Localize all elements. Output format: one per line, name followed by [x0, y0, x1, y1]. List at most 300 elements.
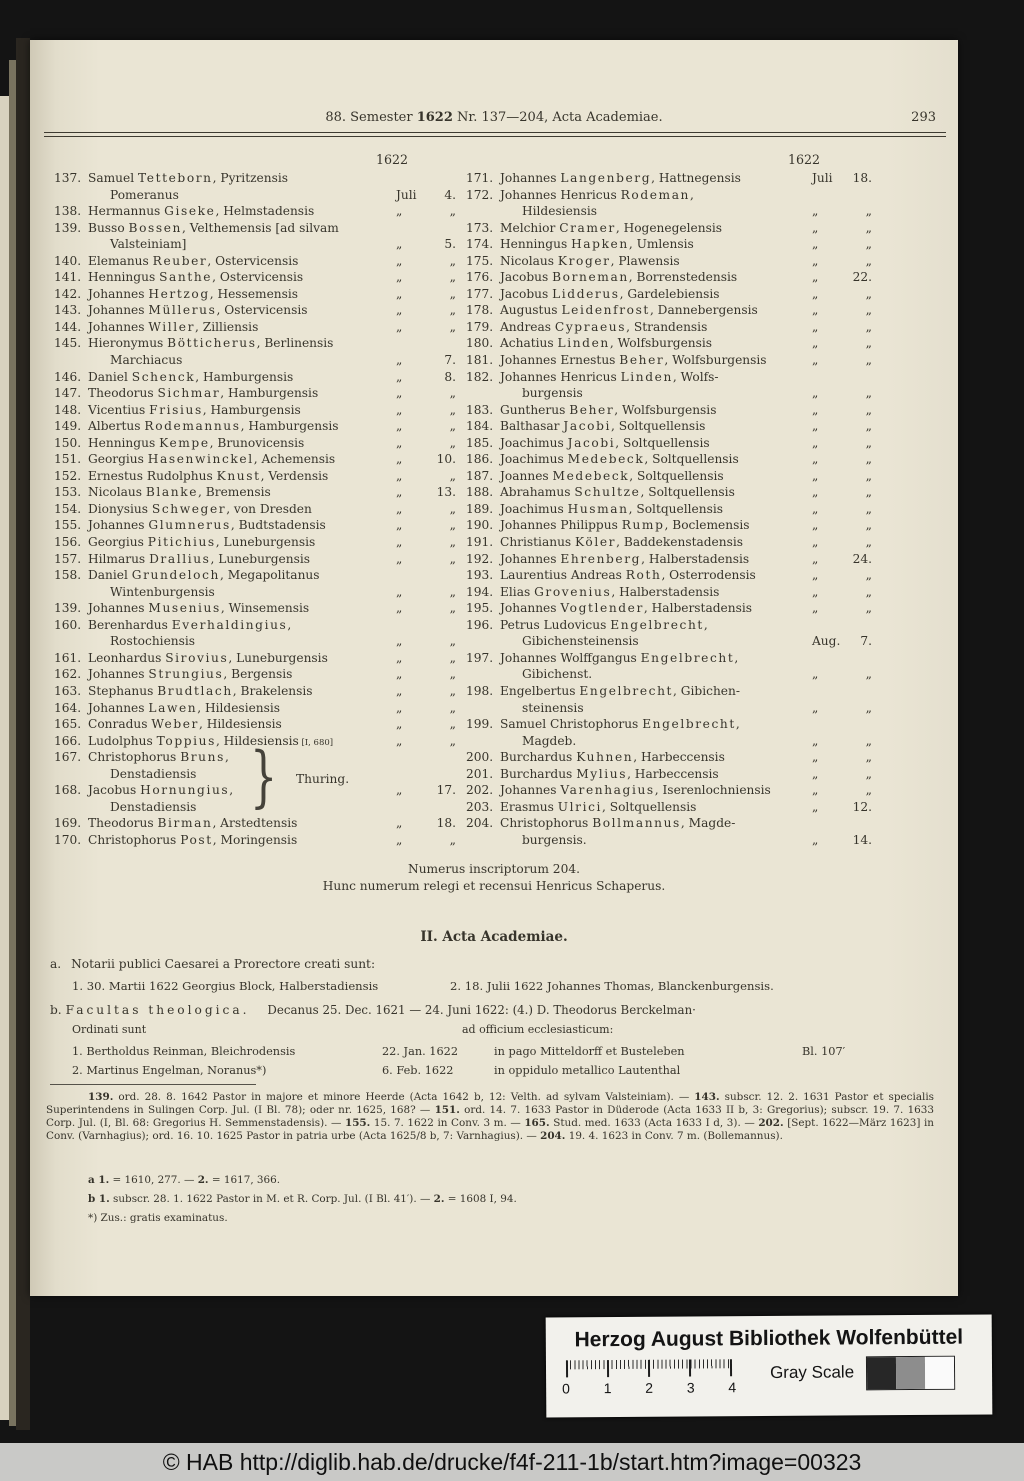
register-row — [466, 187, 872, 204]
entry-number: 178. — [466, 303, 494, 318]
entry-date-day: „ — [865, 518, 872, 533]
section-heading: II. Acta Academiae. — [420, 929, 568, 945]
entry-number: 174. — [466, 237, 494, 252]
entry-date-day: „ — [865, 601, 872, 616]
entry-date-day: „ — [865, 700, 872, 715]
entry-date-day: „ — [865, 568, 872, 583]
entry-date-month: „ — [396, 353, 403, 368]
footnote-segment: 165. — [524, 1117, 550, 1130]
entry-number: 157. — [54, 551, 82, 566]
entry-date-day: „ — [449, 700, 456, 715]
entry-number: 204. — [466, 816, 494, 831]
entry-surname: Kempe — [159, 435, 210, 450]
register-row — [54, 501, 456, 518]
entry-number: 175. — [466, 253, 494, 268]
entry-number — [466, 700, 500, 717]
entry-date-month — [396, 335, 430, 352]
entry-text: Denstadiensis — [110, 799, 197, 814]
entry-date-month — [396, 749, 430, 766]
register-row — [54, 617, 456, 634]
entry-text: Henningus Hapken, Umlensis — [500, 237, 694, 252]
entry-number: 185. — [466, 435, 494, 450]
entry-number: 191. — [466, 535, 494, 550]
entry-surname: Ulrici — [557, 799, 602, 814]
folio-reference: Bl. 107′ — [802, 1045, 846, 1058]
register-row — [466, 451, 872, 468]
entry-date-month — [812, 683, 846, 700]
entry-number: 141. — [54, 270, 82, 285]
entry-text: Christophorus Bollmannus, Magde- — [500, 816, 736, 831]
entry-number: 181. — [466, 353, 494, 368]
register-row — [54, 551, 456, 568]
entry-date-day — [430, 567, 456, 584]
register-row — [466, 170, 872, 187]
section-a-intro: Notarii publici Caesarei a Prorectore creati sunt: — [71, 957, 376, 971]
decanus-note: Decanus 25. Dec. 1621 — 24. Juni 1622: (4.) D. Theodorus Berckelman· — [267, 1003, 696, 1017]
entry-number: 164. — [54, 700, 82, 715]
entry-date-month: „ — [812, 319, 819, 334]
entry-text: Magdeb. — [522, 733, 577, 748]
entry-date-day: „ — [449, 584, 456, 599]
entry-date-day — [846, 683, 872, 700]
ordinand-name: 2. Martinus Engelman, Noranus*) — [72, 1063, 267, 1077]
entry-text: Achatius Linden, Wolfsburgensis — [500, 336, 713, 351]
ordinati-label: Ordinati sunt — [72, 1023, 147, 1036]
entry-number — [466, 633, 500, 650]
brace-glyph: } — [250, 738, 278, 815]
entry-date-month: „ — [812, 402, 819, 417]
ordination-row — [50, 1043, 938, 1062]
ordination-row — [50, 1062, 938, 1081]
entry-date-month: „ — [812, 452, 819, 467]
register-row — [466, 385, 872, 402]
register-row — [54, 187, 456, 204]
entry-number: 183. — [466, 402, 494, 417]
entry-text: Joachimus Medebeck, Soltquellensis — [500, 452, 739, 467]
register-row — [466, 269, 872, 286]
section-b — [50, 1003, 938, 1017]
register-row — [466, 815, 872, 832]
entry-date-day — [846, 815, 872, 832]
stamp-scale-row — [562, 1356, 978, 1411]
register-row — [466, 799, 872, 816]
footnote-segment: subscr. 28. 1. 1622 Pastor in M. et R. Corp. Jul. (I Bl. 41′). — — [109, 1193, 434, 1205]
entry-date-day: „ — [449, 435, 456, 450]
entry-text: Joachimus Husman, Soltquellensis — [500, 501, 723, 516]
entry-text: Wintenburgensis — [110, 584, 215, 599]
entry-date-day: „ — [449, 832, 456, 847]
cm-ruler — [562, 1359, 756, 1404]
entry-text: Ludolphus Toppius, Hildesiensis [I, 680] — [88, 733, 334, 748]
entry-text: Theodorus Sichmar, Hamburgensis — [88, 386, 319, 401]
entry-text: Leonhardus Sirovius, Luneburgensis — [88, 650, 328, 665]
entry-note: [I, 680] — [298, 737, 334, 748]
entry-date-month: „ — [396, 402, 403, 417]
register-row — [466, 220, 872, 237]
digitization-footer — [0, 1443, 1024, 1481]
register-row — [466, 733, 872, 750]
entry-date-month: Juli — [396, 187, 417, 202]
register-row — [54, 600, 456, 617]
footnote-segment: 143. — [694, 1091, 720, 1103]
entry-surname: Birman — [157, 816, 213, 831]
footnote-segment: ord. 28. 8. 1642 Pastor in majore et minore Heerde (Acta 1642 b, 12: Velth. ad sylvam Valsteiniam). — — [113, 1091, 695, 1103]
register-row — [466, 716, 872, 733]
entry-date-month — [812, 617, 846, 634]
entry-date-day: „ — [865, 386, 872, 401]
entry-date-day: „ — [865, 220, 872, 235]
entry-date-month: „ — [396, 419, 403, 434]
entry-surname: Leidenfrost — [561, 303, 650, 318]
entry-text: Johannes Strungius, Bergensis — [88, 667, 293, 682]
register-row — [54, 567, 456, 584]
entry-text: Samuel Christophorus Engelbrecht, — [500, 717, 740, 732]
entry-number: 165. — [54, 717, 82, 732]
entry-date-month — [396, 567, 430, 584]
entry-date-day — [430, 749, 456, 766]
entry-date-day — [846, 187, 872, 204]
register-row — [54, 815, 456, 832]
ruler-major-tick — [730, 1359, 732, 1376]
entry-date-day: „ — [449, 717, 456, 732]
entry-surname: Schenck — [131, 369, 196, 384]
entry-date-month — [396, 170, 430, 187]
entry-number: 186. — [466, 452, 494, 467]
entry-surname: Hasenwinckel — [147, 452, 254, 467]
register-row — [54, 286, 456, 303]
entry-number: 180. — [466, 336, 494, 351]
register-row — [466, 584, 872, 601]
entry-number: 146. — [54, 369, 82, 384]
entry-date-month: „ — [812, 386, 819, 401]
entry-surname: Müllerus — [148, 303, 217, 318]
entry-number: 142. — [54, 286, 82, 301]
entry-text: Hermannus Giseke, Helmstadensis — [88, 204, 315, 219]
entry-date-month: „ — [812, 733, 819, 748]
entry-number: 192. — [466, 551, 494, 566]
entry-date-day: „ — [865, 237, 872, 252]
register-row — [54, 302, 456, 319]
entry-number: 140. — [54, 253, 82, 268]
entry-date-day: „ — [449, 551, 456, 566]
register-row — [54, 534, 456, 551]
entry-surname: Reuber — [152, 253, 208, 268]
entry-number: 199. — [466, 717, 494, 732]
entry-surname: Everhaldingius — [171, 617, 288, 632]
entry-date-month: „ — [812, 584, 819, 599]
entry-date-day: 8. — [444, 369, 456, 384]
register-row — [466, 700, 872, 717]
entry-date-month: „ — [396, 700, 403, 715]
register-left-column — [54, 170, 456, 848]
register-row — [466, 501, 872, 518]
entry-date-month: „ — [812, 353, 819, 368]
summary-line-2: Hunc numerum relegi et recensui Henricus Schaperus. — [322, 879, 666, 893]
entry-number: 155. — [54, 518, 82, 533]
entry-number: 149. — [54, 419, 82, 434]
notary-item-1: 1. 30. Martii 1622 Georgius Block, Halberstadiensis — [72, 979, 379, 993]
entry-text: Gibichensteinensis — [522, 634, 639, 649]
entry-surname: Mylius — [576, 766, 628, 781]
register-row — [466, 402, 872, 419]
entry-date-day: 12. — [852, 799, 872, 814]
entry-number: 153. — [54, 485, 82, 500]
entry-date-month — [396, 766, 430, 783]
entry-date-month: „ — [396, 667, 403, 682]
entry-number: 158. — [54, 568, 82, 583]
entry-date-month: „ — [812, 237, 819, 252]
register-row — [54, 402, 456, 419]
book-page-edge — [0, 96, 9, 1420]
footnote-segment: = 1608 I, 94. — [444, 1193, 517, 1205]
ordinand-name: 1. Bertholdus Reinman, Bleichrodensis — [72, 1045, 296, 1058]
entry-number: 202. — [466, 783, 494, 798]
entry-surname: Giseke — [164, 204, 216, 219]
entry-surname: Jacobi — [563, 419, 611, 434]
footnote-segment: b 1. — [88, 1193, 110, 1205]
scanned-page — [30, 40, 958, 1296]
entry-number: 197. — [466, 650, 494, 665]
entry-surname: Medebeck — [567, 452, 645, 467]
entry-date-month: „ — [396, 286, 403, 301]
entry-date-day — [846, 369, 872, 386]
entry-text: Elemanus Reuber, Ostervicensis — [88, 253, 299, 268]
entry-date-day: „ — [865, 485, 872, 500]
entry-date-day: „ — [865, 750, 872, 765]
entry-number: 194. — [466, 584, 494, 599]
book-binding-shadow — [9, 60, 16, 1426]
entry-surname: Engelbrecht — [579, 683, 674, 698]
footnote-rule — [50, 1084, 256, 1085]
entry-date-day: „ — [449, 303, 456, 318]
register-row — [54, 700, 456, 717]
entry-number: 150. — [54, 435, 82, 450]
entry-number — [466, 666, 500, 683]
entry-text: Gibichenst. — [522, 667, 593, 682]
register-row — [466, 567, 872, 584]
register-row — [466, 418, 872, 435]
register-row — [54, 236, 456, 253]
entry-date-day: „ — [449, 319, 456, 334]
entry-number: 152. — [54, 468, 82, 483]
register-row — [54, 269, 456, 286]
entry-text: Jacobus Lidderus, Gardelebiensis — [500, 286, 720, 301]
entry-text: Abrahamus Schultze, Soltquellensis — [500, 485, 735, 500]
entry-number: 137. — [54, 171, 82, 185]
entry-date-day: 10. — [436, 452, 456, 467]
entry-date-day: „ — [449, 601, 456, 616]
entry-number: 184. — [466, 419, 494, 434]
entry-text: Vicentius Frisius, Hamburgensis — [88, 402, 301, 417]
footnote-star: *) Zus.: gratis examinatus. — [88, 1212, 228, 1224]
entry-surname: Köler — [575, 535, 617, 550]
entry-surname: Langenberg — [560, 171, 652, 185]
register-row — [466, 517, 872, 534]
ruler-numbers — [562, 1379, 736, 1396]
entry-text: Johannes Lawen, Hildesiensis — [88, 700, 281, 715]
entry-text: Hieronymus Bötticherus, Berlinensis — [88, 336, 334, 351]
entry-text: Joachimus Jacobi, Soltquellensis — [500, 435, 710, 450]
ruler-number: 4 — [728, 1379, 737, 1396]
entry-number: 193. — [466, 568, 494, 583]
entry-date-month: „ — [812, 468, 819, 483]
footnote-segment: 19. 4. 1623 in Conv. 7 m. (Bollemannus). — [565, 1130, 783, 1143]
entry-date-month — [812, 650, 846, 667]
entry-text: Johannes Wolffgangus Engelbrecht, — [500, 650, 739, 665]
register-row — [466, 335, 872, 352]
entry-date-day: „ — [449, 667, 456, 682]
entry-date-day: „ — [865, 783, 872, 798]
entry-text: Johannes Henricus Linden, Wolfs- — [500, 369, 719, 384]
register-row — [466, 551, 872, 568]
register-row — [466, 352, 872, 369]
entry-date-month — [812, 815, 846, 832]
register-right-column — [466, 170, 872, 848]
faculty-title: Facultas theologica. — [65, 1003, 250, 1017]
register-row — [54, 666, 456, 683]
entry-surname: Tetteborn — [138, 171, 213, 185]
entry-text: Hildesiensis — [522, 204, 598, 219]
entry-number — [54, 236, 88, 253]
entry-number: 190. — [466, 518, 494, 533]
entry-number: 195. — [466, 601, 494, 616]
entry-date-month: „ — [812, 336, 819, 351]
footnote-segment: subscr. 12. 2. 1631 Pastor et specialis Superintendens in Sulingen Corp. Jul. (I Bl. 78); oder nr. 1625, 168? — — [46, 1091, 934, 1117]
register-row — [466, 319, 872, 336]
entry-date-day — [846, 617, 872, 634]
footnote-segment: 204. — [540, 1130, 566, 1143]
entry-surname: Roth — [625, 568, 662, 583]
entry-date-month: „ — [812, 799, 819, 814]
entry-number: 189. — [466, 501, 494, 516]
entry-date-month: „ — [812, 667, 819, 682]
entry-date-month: Aug. — [812, 634, 841, 649]
entry-text: Burchardus Mylius, Harbeccensis — [500, 766, 719, 781]
entry-number: 163. — [54, 683, 82, 698]
swatch-dark — [867, 1357, 896, 1389]
entry-date-month: „ — [812, 286, 819, 301]
entry-date-day: „ — [449, 253, 456, 268]
register-row — [54, 220, 456, 237]
entry-text: Johannes Willer, Zilliensis — [88, 319, 259, 334]
entry-number: 160. — [54, 617, 82, 632]
entry-date-month: „ — [812, 435, 819, 450]
entry-surname: Weber — [151, 717, 199, 732]
entry-surname: Bollmannus — [592, 816, 681, 831]
entry-text: Dionysius Schweger, von Dresden — [88, 501, 312, 516]
footnote-segment: 15. 7. 1622 in Conv. 3 m. — — [370, 1117, 525, 1130]
entry-date-month: „ — [396, 518, 403, 533]
ruler-number: 1 — [603, 1380, 612, 1397]
register-row — [466, 766, 872, 783]
entry-date-day: „ — [865, 501, 872, 516]
header-text: 88. Semester — [325, 110, 417, 125]
register-row — [466, 683, 872, 700]
entry-number: 144. — [54, 319, 82, 334]
entry-surname: Sirovius — [165, 650, 229, 665]
header-double-rule — [44, 132, 946, 137]
register-row — [54, 517, 456, 534]
register-row — [54, 683, 456, 700]
entry-date-month: „ — [812, 501, 819, 516]
entry-surname: Schultze — [574, 485, 641, 500]
entry-number: 151. — [54, 452, 82, 467]
entry-date-day — [430, 220, 456, 237]
entry-text: burgensis. — [522, 832, 587, 847]
register-summary — [30, 861, 958, 895]
entry-surname: Borneman — [552, 270, 629, 285]
register-row — [54, 832, 456, 849]
entry-number — [54, 799, 88, 816]
entry-surname: Blanke — [145, 485, 199, 500]
entry-number: 203. — [466, 799, 494, 814]
entry-text: Marchiacus — [110, 353, 183, 368]
footnote-a — [88, 1174, 280, 1186]
entry-date-day — [430, 617, 456, 634]
entry-date-month: „ — [812, 220, 819, 235]
brace-label: Thuring. — [296, 772, 350, 786]
summary-line-1: Numerus inscriptorum 204. — [408, 862, 580, 876]
entry-date-day: „ — [865, 766, 872, 781]
entry-date-month: „ — [396, 501, 403, 516]
entry-number — [54, 633, 88, 650]
register-row — [466, 534, 872, 551]
ordination-date: 22. Jan. 1622 — [382, 1045, 459, 1058]
entry-text: Christianus Köler, Baddekenstadensis — [500, 535, 744, 550]
entry-text: Christophorus Post, Moringensis — [88, 832, 298, 847]
entry-date-month: „ — [396, 303, 403, 318]
entry-text: Georgius Hasenwinckel, Achemensis — [88, 452, 336, 467]
entry-text: Johannes Philippus Rump, Boclemensis — [500, 518, 750, 533]
entry-number — [54, 352, 88, 369]
footnote-b — [88, 1193, 517, 1205]
ruler-number: 2 — [645, 1379, 654, 1396]
entry-text: Andreas Cypraeus, Strandensis — [500, 319, 708, 334]
entry-text: Melchior Cramer, Hogenegelensis — [500, 220, 722, 235]
footnote-paragraph — [46, 1091, 934, 1143]
entry-date-month — [812, 369, 846, 386]
entry-text: Nicolaus Blanke, Bremensis — [88, 485, 271, 500]
entry-date-month: „ — [396, 435, 403, 450]
ordination-place: in pago Mitteldorff et Busteleben — [494, 1045, 685, 1058]
entry-text: Johannes Ernestus Beher, Wolfsburgensis — [500, 353, 767, 368]
library-stamp — [546, 1314, 993, 1417]
register-row — [54, 418, 456, 435]
entry-number: 166. — [54, 733, 82, 748]
entry-date-month: „ — [396, 270, 403, 285]
entry-number — [466, 832, 500, 849]
entry-surname: Schweger — [151, 501, 227, 516]
entry-text: Stephanus Brudtlach, Brakelensis — [88, 683, 313, 698]
entry-text: Johannes Varenhagius, Iserenlochniensis — [500, 783, 771, 798]
entry-date-month — [812, 716, 846, 733]
entry-date-month: „ — [812, 270, 819, 285]
register-row — [54, 716, 456, 733]
footnote-segment: 151. — [434, 1104, 460, 1117]
entry-number: 139. — [54, 601, 82, 616]
entry-date-month: „ — [812, 766, 819, 781]
footnote-segment: 2. — [197, 1174, 209, 1186]
ruler-major-tick — [566, 1360, 568, 1377]
entry-number: 154. — [54, 501, 82, 516]
footnote-segment: 139. — [88, 1091, 114, 1103]
library-name: Herzog August Bibliothek Wolfenbüttel — [574, 1325, 964, 1352]
entry-date-day: 7. — [860, 634, 872, 649]
entry-date-day: „ — [865, 402, 872, 417]
entry-surname: Santhe — [159, 270, 213, 285]
entry-date-day: „ — [865, 319, 872, 334]
entry-date-day: „ — [865, 535, 872, 550]
